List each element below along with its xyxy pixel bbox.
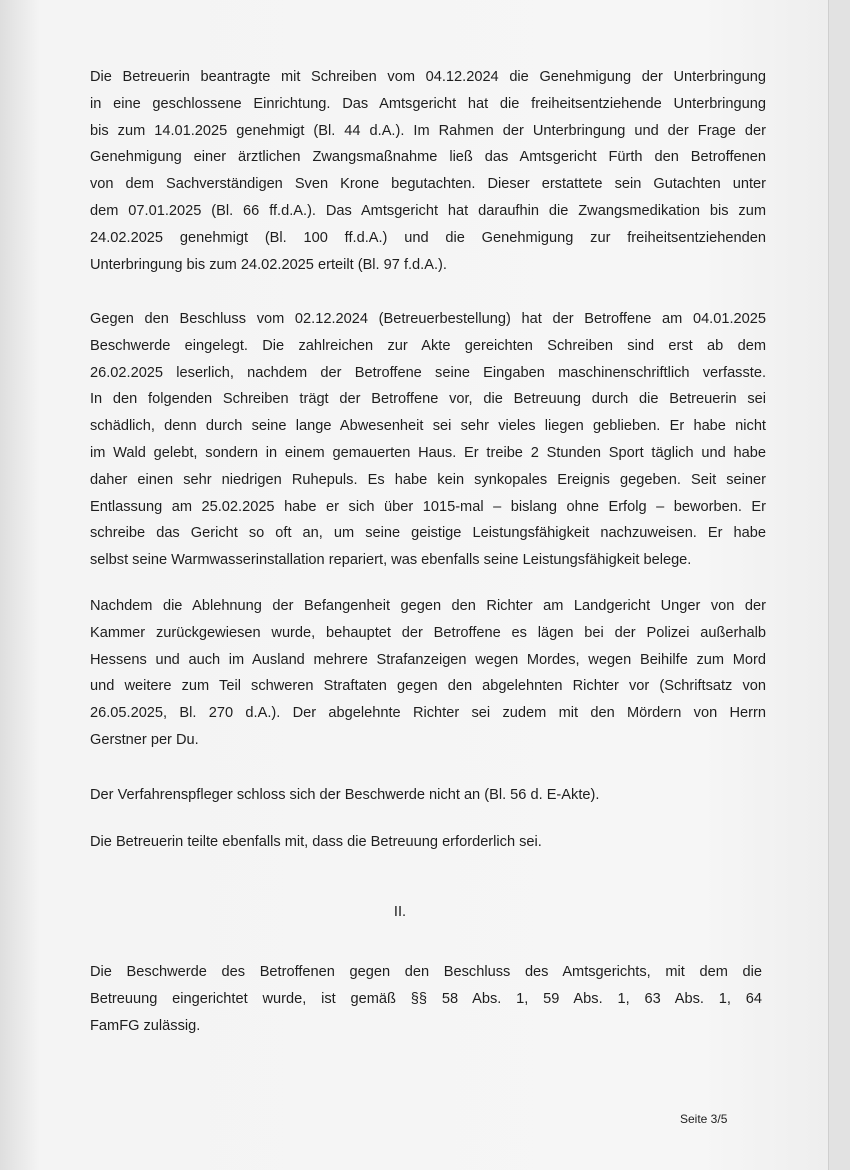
text-line: 26.02.2025 leserlich, nachdem der Betroffene seine Eingaben maschinenschriftlich verfasste. xyxy=(90,364,766,381)
text-line: Entlassung am 25.02.2025 habe er sich über 1015-mal – bislang ohne Erfolg – beworben. Er xyxy=(90,498,766,515)
text-line: in eine geschlossene Einrichtung. Das Amtsgericht hat die freiheitsentziehende Unterbringung xyxy=(90,95,766,112)
text-line: 24.02.2025 genehmigt (Bl. 100 ff.d.A.) und die Genehmigung zur freiheitsentziehenden xyxy=(90,229,766,246)
text-line: daher einen sehr niedrigen Ruhepuls. Es habe kein synkopales Ereignis gegeben. Seit seiner xyxy=(90,471,766,488)
text-line: bis zum 14.01.2025 genehmigt (Bl. 44 d.A.). Im Rahmen der Unterbringung und der Frage der xyxy=(90,122,766,139)
text-line: Kammer zurückgewiesen wurde, behauptet der Betroffene es lägen bei der Polizei außerhalb xyxy=(90,624,766,641)
text-line: dem 07.01.2025 (Bl. 66 ff.d.A.). Das Amtsgericht hat daraufhin die Zwangsmedikation bis zum xyxy=(90,202,766,219)
text-line: Der Verfahrenspfleger schloss sich der Beschwerde nicht an (Bl. 56 d. E-Akte). xyxy=(90,787,600,803)
text-line: von dem Sachverständigen Sven Krone begutachten. Dieser erstattete sein Gutachten unter xyxy=(90,176,766,193)
section-heading: II. xyxy=(393,904,407,920)
text-line: Hessens und auch im Ausland mehrere Strafanzeigen wegen Mordes, wegen Beihilfe zum Mord xyxy=(90,651,766,668)
paragraph-admissibility xyxy=(90,959,762,1039)
text-line: Die Betreuerin teilte ebenfalls mit, dass die Betreuung erforderlich sei. xyxy=(90,834,542,850)
underlying-page-edge xyxy=(828,0,850,1170)
text-line: im Wald gelebt, sondern in einem gemauerten Haus. Er treibe 2 Stunden Sport täglich und habe xyxy=(90,444,766,461)
text-line: und weitere zum Teil schweren Straftaten gegen den abgelehnten Richter vor (Schriftsatz von xyxy=(90,678,766,695)
text-line: Unterbringung bis zum 24.02.2025 erteilt (Bl. 97 f.d.A.). xyxy=(90,256,447,273)
paragraph-guardian-statement xyxy=(90,829,766,856)
text-line: schreibe das Gericht so oft an, um seine geistige Leistungsfähigkeit nachzuweisen. Er habe xyxy=(90,525,766,542)
paragraph-bias-allegation xyxy=(90,593,766,754)
text-line: Die Beschwerde des Betroffenen gegen den Beschluss des Amtsgerichts, mit dem die xyxy=(90,964,762,980)
text-line: In den folgenden Schreiben trägt der Betroffene vor, die Betreuung durch die Betreuerin sei xyxy=(90,391,766,408)
text-line: 26.05.2025, Bl. 270 d.A.). Der abgelehnte Richter sei zudem mit den Mördern von Herrn xyxy=(90,705,766,722)
text-line: schädlich, denn durch seine lange Abwesenheit sei sehr vieles liegen geblieben. Er habe nicht xyxy=(90,418,766,435)
text-line: Die Betreuerin beantragte mit Schreiben vom 04.12.2024 die Genehmigung der Unterbringung xyxy=(90,69,766,85)
text-line: Genehmigung einer ärztlichen Zwangsmaßnahme ließ das Amtsgericht Fürth den Betroffenen xyxy=(90,149,766,166)
paragraph-complaint xyxy=(90,306,766,574)
text-line: FamFG zulässig. xyxy=(90,1017,201,1034)
text-line: selbst seine Warmwasserinstallation repariert, was ebenfalls seine Leistungsfähigkeit belege. xyxy=(90,552,692,569)
text-line: Gegen den Beschluss vom 02.12.2024 (Betreuerbestellung) hat der Betroffene am 04.01.2025 xyxy=(90,311,766,327)
text-line: Betreuung eingerichtet wurde, ist gemäß §§ 58 Abs. 1, 59 Abs. 1, 63 Abs. 1, 64 xyxy=(90,990,762,1007)
text-line: Nachdem die Ablehnung der Befangenheit gegen den Richter am Landgericht Unger von der xyxy=(90,598,766,614)
text-line: Beschwerde eingelegt. Die zahlreichen zur Akte gereichten Schreiben sind erst ab dem xyxy=(90,337,766,354)
paragraph-procedural-guardian xyxy=(90,782,766,809)
page-number: Seite 3/5 xyxy=(680,1112,728,1126)
text-line: Gerstner per Du. xyxy=(90,731,199,748)
paragraph-placement-history xyxy=(90,64,766,278)
